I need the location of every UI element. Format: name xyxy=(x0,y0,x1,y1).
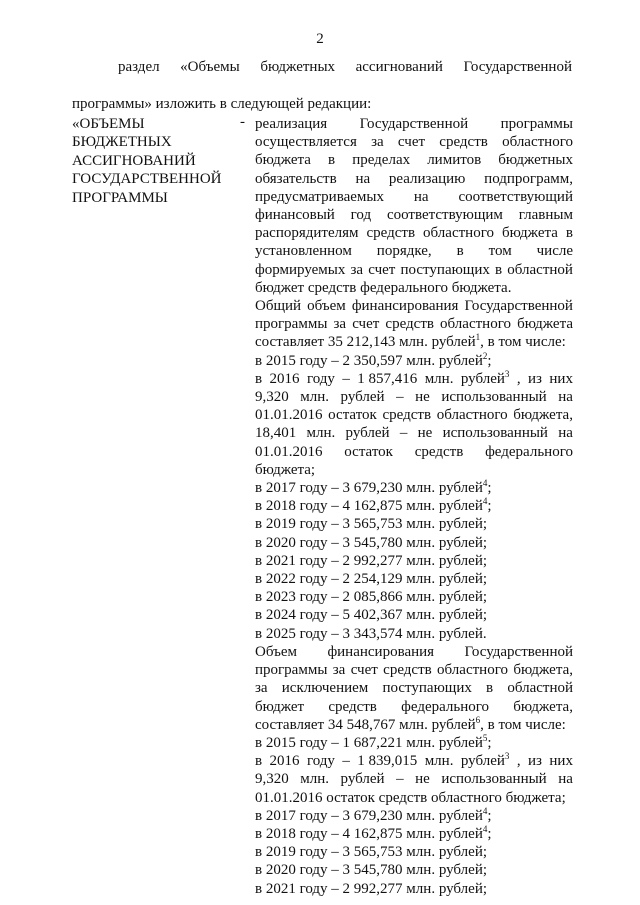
year-line xyxy=(255,625,573,643)
heading-line: БЮДЖЕТНЫХ xyxy=(72,134,172,151)
word: году xyxy=(306,370,335,387)
word: не xyxy=(415,389,430,406)
regional-funding-line xyxy=(255,716,573,734)
footnote-ref: 4 xyxy=(482,805,488,816)
funding-source-line xyxy=(255,133,573,151)
footnote-ref: 4 xyxy=(482,496,488,507)
intro-line-2: программы» изложить в следующей редакции: xyxy=(72,96,372,112)
year-line xyxy=(255,370,573,388)
intro-word: раздел xyxy=(118,59,160,75)
word: Государственной xyxy=(359,116,469,132)
year-line xyxy=(255,843,573,861)
word: счет xyxy=(352,316,380,333)
word: млн. xyxy=(300,389,330,406)
word: программы xyxy=(255,316,328,333)
word: использованный xyxy=(442,425,548,442)
word: объем xyxy=(307,298,346,315)
word: за xyxy=(255,680,268,697)
heading-line: «ОБЪЕМЫ xyxy=(72,116,145,132)
word: установленном xyxy=(255,243,352,260)
word: счет xyxy=(350,662,378,679)
word: областного xyxy=(502,134,573,151)
total-funding-line xyxy=(255,333,573,351)
line-text: в 2017 году – 3 679,230 млн. рублей xyxy=(255,807,483,824)
line-tail: ; xyxy=(487,480,492,497)
word: распорядителям xyxy=(255,225,359,242)
year-line xyxy=(255,606,573,624)
heading-dash: - xyxy=(240,114,245,130)
word: 2016 xyxy=(269,370,300,387)
heading-line: ПРОГРАММЫ xyxy=(72,189,168,206)
word: бюджетных xyxy=(498,152,573,169)
year-detail-line xyxy=(255,406,573,424)
word: рублей xyxy=(340,389,385,406)
word: на xyxy=(558,771,573,788)
year-line xyxy=(255,352,573,370)
intro-word: Государственной xyxy=(463,59,572,75)
funding-source-line xyxy=(255,206,573,224)
word: главным xyxy=(518,207,573,224)
word: поступающих xyxy=(400,261,490,278)
word: 18,401 xyxy=(255,425,297,442)
line-tail: ; xyxy=(487,498,492,515)
word: программы xyxy=(255,662,328,679)
year-detail-line: бюджета; xyxy=(255,461,316,478)
intro-word: «Объемы xyxy=(180,59,240,75)
footnote-ref: 4 xyxy=(482,478,488,489)
line-text: в 2025 году – 3 343,574 млн. рублей. xyxy=(255,625,487,642)
intro-paragraph xyxy=(72,58,572,113)
word: рублей xyxy=(340,771,385,788)
word: бюджета xyxy=(517,316,573,333)
word: из xyxy=(528,370,542,387)
line-text: в 2017 году – 3 679,230 млн. рублей xyxy=(255,480,483,497)
word: 01.01.2016 xyxy=(255,407,323,424)
word: том xyxy=(488,243,512,260)
year-line xyxy=(255,588,573,606)
word: на xyxy=(413,188,429,205)
word: Общий xyxy=(255,298,302,315)
word: млн. xyxy=(306,425,336,442)
line-text: составляет 34 548,767 млн. рублей xyxy=(255,716,476,733)
word: использованный xyxy=(441,771,547,788)
line-tail: ; xyxy=(487,734,492,751)
word: – xyxy=(396,389,404,406)
word: них xyxy=(549,370,573,387)
section-heading xyxy=(72,115,242,207)
line-text: в 2020 году – 3 545,780 млн. рублей; xyxy=(255,534,488,551)
word: финансирования xyxy=(327,643,435,660)
year-detail-line xyxy=(255,388,573,406)
word: год xyxy=(350,207,372,224)
word: году xyxy=(306,753,335,770)
line-text: в 2019 году – 3 565,753 млн. рублей; xyxy=(255,516,488,533)
word: числе xyxy=(536,243,573,260)
year-line xyxy=(255,734,573,752)
word: финансирования xyxy=(351,298,459,315)
word: рублей$^3$ xyxy=(460,368,510,387)
year-line xyxy=(255,807,573,825)
word: порядке, xyxy=(376,243,432,260)
line-text: в 2024 году – 5 402,367 млн. рублей; xyxy=(255,607,488,624)
intro-word: бюджетных xyxy=(260,59,336,75)
word: областного xyxy=(436,407,508,424)
word: Государственной xyxy=(464,643,573,660)
word: в xyxy=(495,261,503,278)
word: млн. xyxy=(424,370,454,387)
funding-source-line: бюджет средств федерального бюджета. xyxy=(255,279,512,296)
line-text: в 2015 году – 1 687,221 млн. рублей xyxy=(255,734,483,751)
section-content xyxy=(255,115,573,898)
word: программы xyxy=(500,116,573,132)
word: из xyxy=(528,753,542,770)
word: предусматриваемых xyxy=(255,188,384,205)
line-text: составляет 35 212,143 млн. рублей xyxy=(255,334,476,351)
word: в xyxy=(456,243,464,260)
funding-source-line xyxy=(255,188,573,206)
word: бюджета, xyxy=(513,662,573,679)
word: финансовый xyxy=(255,207,335,224)
word: 1 857,416 xyxy=(357,370,418,387)
word: бюджета xyxy=(255,152,311,169)
line-text: в 2015 году – 2 350,597 млн. рублей xyxy=(255,352,483,369)
intro-word: ассигнований xyxy=(355,59,443,75)
word: рублей xyxy=(345,425,390,442)
word: рублей$^3$ xyxy=(460,751,510,770)
footnote-ref: 3 xyxy=(504,751,510,762)
word: средств xyxy=(382,407,432,424)
word: в xyxy=(328,152,336,169)
word: Государственной xyxy=(464,298,573,315)
funding-source-line xyxy=(255,115,573,133)
word: – xyxy=(399,425,408,442)
word: областного xyxy=(440,316,511,333)
word: средств xyxy=(439,134,488,151)
line-tail: , в том числе: xyxy=(480,334,566,351)
word: исключением xyxy=(281,680,369,697)
word: остаток xyxy=(344,443,393,460)
word: осуществляется xyxy=(255,134,357,151)
word: за xyxy=(350,261,364,278)
regional-funding-line xyxy=(255,679,573,697)
word: в xyxy=(486,680,494,697)
word: областной xyxy=(507,680,573,697)
line-text: в 2023 году – 2 085,866 млн. рублей; xyxy=(255,589,488,606)
word: них xyxy=(549,753,573,770)
line-text: в 2021 году – 2 992,277 млн. рублей; xyxy=(255,552,488,569)
footnote-ref: 4 xyxy=(482,823,488,834)
word: счет xyxy=(368,261,396,278)
intro-line-1 xyxy=(72,58,572,76)
line-text: в 2018 году – 4 162,875 млн. рублей xyxy=(255,825,483,842)
funding-source-line xyxy=(255,224,573,242)
word: бюджета xyxy=(501,225,558,242)
word: областного xyxy=(423,225,494,242)
year-detail-line xyxy=(255,443,573,461)
word: млн. xyxy=(424,753,454,770)
word: бюджет xyxy=(255,698,305,715)
word: 9,320 xyxy=(255,389,289,406)
year-line xyxy=(255,825,573,843)
word: в xyxy=(255,753,263,770)
year-line xyxy=(255,497,573,515)
word: на xyxy=(558,425,573,442)
word: средств xyxy=(328,698,377,715)
funding-source-line xyxy=(255,170,573,188)
word: 1 839,015 xyxy=(357,753,418,770)
footnote-ref: 3 xyxy=(504,368,510,379)
word: не xyxy=(415,771,430,788)
regional-funding-line xyxy=(255,661,573,679)
year-line xyxy=(255,534,573,552)
line-tail: ; xyxy=(487,807,492,824)
line-text: в 2020 году – 3 545,780 млн. рублей; xyxy=(255,862,488,879)
word: за xyxy=(371,134,384,151)
line-text: в 2018 году – 4 162,875 млн. рублей xyxy=(255,498,483,515)
word: реализация xyxy=(255,116,328,132)
funding-source-line xyxy=(255,261,573,279)
footnote-ref: 1 xyxy=(475,332,481,343)
total-funding-line xyxy=(255,297,573,315)
footnote-ref: 2 xyxy=(482,350,488,361)
word: соответствующий xyxy=(458,188,573,205)
year-detail-line xyxy=(255,424,573,442)
footnote-ref: 6 xyxy=(475,714,481,725)
year-detail-line xyxy=(255,770,573,788)
word: за xyxy=(332,662,346,679)
year-line xyxy=(255,515,573,533)
word: средств xyxy=(385,316,434,333)
word: 2016 xyxy=(269,753,300,770)
heading-line: ГОСУДАРСТВЕННОЙ xyxy=(72,171,222,188)
word: 01.01.2016 xyxy=(255,443,323,460)
word: , xyxy=(516,370,521,387)
word: за xyxy=(333,316,347,333)
line-tail: , в том числе: xyxy=(480,716,566,733)
funding-source-line xyxy=(255,151,573,169)
word: счет xyxy=(397,134,426,151)
word: на xyxy=(558,389,573,406)
word: средств xyxy=(383,662,432,679)
year-line xyxy=(255,570,573,588)
year-line xyxy=(255,752,573,770)
word: , xyxy=(516,753,521,770)
word: – xyxy=(396,771,404,788)
word: формируемых xyxy=(255,261,346,278)
word: в xyxy=(255,370,263,387)
regional-funding-line xyxy=(255,698,573,716)
line-tail: ; xyxy=(487,352,492,369)
word: бюджета, xyxy=(513,698,573,715)
word: лимитов xyxy=(427,152,482,169)
funding-source-line xyxy=(255,242,573,260)
word: млн. xyxy=(300,771,330,788)
word: не xyxy=(417,425,433,442)
word: соответствующим xyxy=(386,207,503,224)
word: бюджета, xyxy=(513,407,573,424)
line-text: в 2022 году – 2 254,129 млн. рублей; xyxy=(255,571,488,588)
word: поступающих xyxy=(382,680,472,697)
word: областной xyxy=(507,261,573,278)
word: подпрограмм, xyxy=(484,170,573,187)
word: федерального xyxy=(401,698,490,715)
word: пределах xyxy=(352,152,411,169)
word: средств xyxy=(414,443,464,460)
word: в xyxy=(565,225,573,242)
regional-funding-line xyxy=(255,643,573,661)
total-funding-line xyxy=(255,315,573,333)
year-line xyxy=(255,880,573,898)
year-line xyxy=(255,479,573,497)
word: федерального xyxy=(485,443,573,460)
line-text: в 2019 году – 3 565,753 млн. рублей; xyxy=(255,844,488,861)
line-tail: ; xyxy=(487,825,492,842)
word: на xyxy=(355,170,371,187)
page-number: 2 xyxy=(316,31,324,47)
word: областного xyxy=(437,662,508,679)
word: 9,320 xyxy=(255,771,289,788)
year-line xyxy=(255,552,573,570)
word: использованный xyxy=(441,389,547,406)
line-text: в 2021 году – 2 992,277 млн. рублей; xyxy=(255,880,488,897)
word: Объем xyxy=(255,643,297,660)
word: средств xyxy=(366,225,416,242)
heading-line: АССИГНОВАНИЙ xyxy=(72,152,196,169)
year-detail-line: 01.01.2016 остаток средств областного бюджета; xyxy=(255,789,566,806)
word: обязательств xyxy=(255,170,337,187)
year-line xyxy=(255,861,573,879)
word: – xyxy=(342,370,350,387)
footnote-ref: 5 xyxy=(482,732,488,743)
word: остаток xyxy=(328,407,377,424)
word: реализацию xyxy=(388,170,466,187)
word: – xyxy=(342,753,350,770)
